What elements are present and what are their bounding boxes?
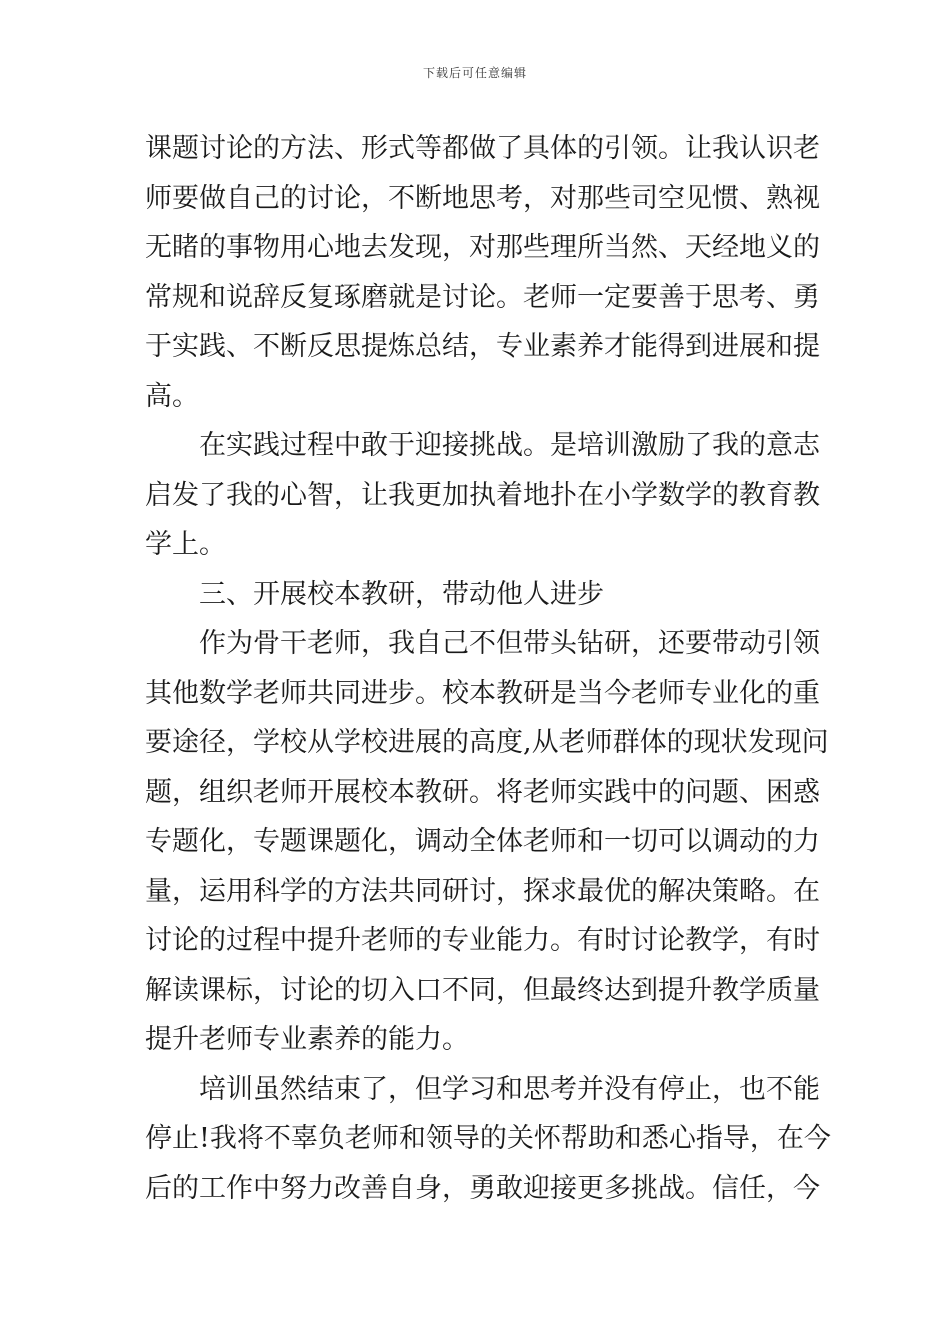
text-line: 课题讨论的方法、形式等都做了具体的引领。让我认识老 [145,133,820,164]
paragraph-2 [145,421,820,570]
text-line: 题，组织老师开展校本教研。将老师实践中的问题、困惑 [145,776,820,808]
page-header: 下载后可任意编辑 [422,66,527,80]
paragraph-4 [145,1065,831,1214]
text-line: 讨论的过程中提升老师的专业能力。有时讨论教学，有时 [145,925,820,956]
text-line: 启发了我的心智，让我更加执着地扑在小学数学的教育教 [145,479,820,511]
text-line: 作为骨干老师，我自己不但带头钻研，还要带动引领 [199,628,820,659]
text-line: 其他数学老师共同进步。校本教研是当今老师专业化的重 [145,677,820,709]
heading-line: 三、开展校本教研，带动他人进步 [199,578,604,610]
text-line: 常规和说辞反复琢磨就是讨论。老师一定要善于思考、勇 [145,281,820,313]
text-line: 学上。 [145,529,226,560]
paragraph-1 [145,124,820,421]
text-line: 要途径，学校从学校进展的高度,从老师群体的现状发现问 [145,727,829,758]
text-line: 专题化，专题课题化，调动全体老师和一切可以调动的力 [145,826,820,857]
text-line: 培训虽然结束了，但学习和思考并没有停止，也不能 [199,1073,820,1105]
section-heading [145,570,810,620]
text-line: 解读课标，讨论的切入口不同，但最终达到提升教学质量 [145,974,820,1006]
text-line: 于实践、不断反思提炼总结，专业素养才能得到进展和提 [145,331,820,362]
text-line: 师要做自己的讨论，不断地思考，对那些司空见惯、熟视 [145,182,820,214]
text-line: 无睹的事物用心地去发现，对那些理所当然、天经地义的 [145,232,820,263]
text-line: 在实践过程中敢于迎接挑战。是培训激励了我的意志 [199,430,820,461]
paragraph-3 [145,619,829,1065]
text-line: 后的工作中努力改善自身，勇敢迎接更多挑战。信任，今 [145,1172,820,1204]
text-line: 量，运用科学的方法共同研讨，探求最优的解决策略。在 [145,875,820,907]
body-text [145,124,831,1213]
text-line: 停止!我将不辜负老师和领导的关怀帮助和悉心指导，在今 [145,1123,831,1154]
text-line: 高。 [145,380,199,412]
text-line: 提升老师专业素养的能力。 [145,1024,469,1055]
